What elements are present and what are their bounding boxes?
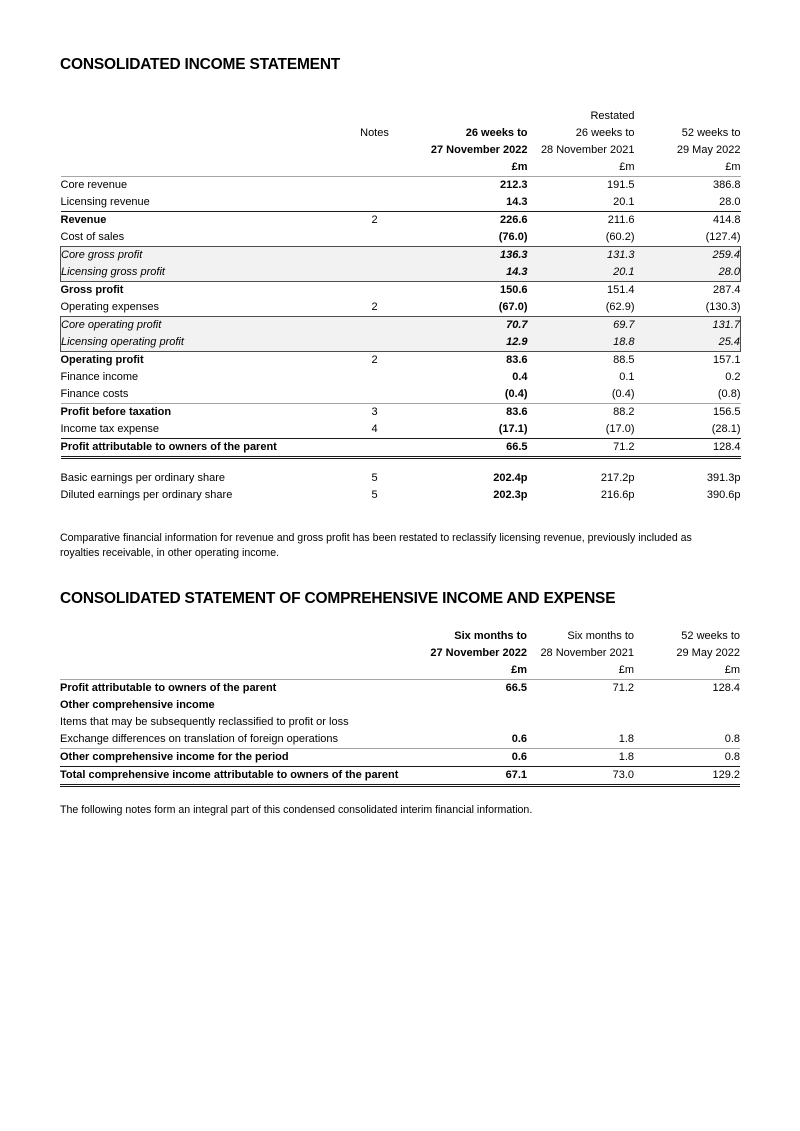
table-row-subheading: Items that may be subsequently reclassified to profit or loss bbox=[60, 716, 349, 728]
table-row-highlight: Core operating profit 70.7 69.7 131.7 bbox=[61, 317, 741, 335]
table-row: Exchange differences on translation of foreign operations 0.6 1.8 0.8 bbox=[60, 733, 740, 745]
col2-unit: £m bbox=[618, 664, 634, 676]
header-row-period-1 bbox=[60, 628, 740, 645]
table-row-total: Revenue 2 226.6 211.6 414.8 bbox=[61, 212, 741, 230]
col3-unit: £m bbox=[725, 161, 741, 173]
table-row-total: Other comprehensive income for the period 0.6 1.8 0.8 bbox=[60, 749, 740, 767]
col1-period-line1: 26 weeks to bbox=[465, 127, 528, 139]
comprehensive-income-table bbox=[60, 628, 740, 787]
header-row-period-2 bbox=[61, 142, 741, 159]
table-row-highlight: Licensing operating profit 12.9 18.8 25.4 bbox=[61, 334, 741, 352]
header-row-period-2 bbox=[60, 645, 740, 662]
header-row-period-1 bbox=[61, 125, 741, 142]
col3-period-line1: 52 weeks to bbox=[681, 127, 741, 139]
col1-period-line1: Six months to bbox=[454, 630, 527, 642]
table-row-total: Operating profit 2 83.6 88.5 157.1 bbox=[60, 354, 741, 366]
col3-period-line2: 29 May 2022 bbox=[676, 647, 740, 659]
table-row: Finance costs (0.4) (0.4) (0.8) bbox=[60, 388, 741, 400]
col2-period-line1: 26 weeks to bbox=[575, 127, 635, 139]
col2-period-line2: 28 November 2021 bbox=[540, 647, 634, 659]
table-row-grand-total: Total comprehensive income attributable to owners of the parent 67.1 73.0 129.2 bbox=[60, 767, 740, 786]
col1-unit: £m bbox=[511, 161, 528, 173]
table-row: Licensing revenue 14.3 20.1 28.0 bbox=[60, 196, 741, 208]
table-row-total: Profit before taxation 3 83.6 88.2 156.5 bbox=[61, 404, 741, 422]
table-row-highlight: Licensing gross profit 14.3 20.1 28.0 bbox=[61, 264, 741, 282]
header-row-units bbox=[60, 662, 740, 680]
table-row: Diluted earnings per ordinary share 5 202.3p 216.6p 390.6p bbox=[60, 489, 741, 501]
spacer-row bbox=[61, 458, 741, 471]
col1-period-line2: 27 November 2022 bbox=[430, 144, 528, 156]
table-row-subheading: Other comprehensive income bbox=[60, 699, 215, 711]
page-title-comprehensive-income: CONSOLIDATED STATEMENT OF COMPREHENSIVE INCOME AND EXPENSE bbox=[60, 590, 616, 607]
income-statement-table bbox=[60, 108, 741, 504]
col3-period-line2: 29 May 2022 bbox=[676, 144, 741, 156]
restatement-note: Comparative financial information for revenue and gross profit has been restated to reclassify licensing revenue, previously included as royalties receivable, in other operating income. bbox=[60, 532, 692, 559]
table-row: Operating expenses 2 (67.0) (62.9) (130.3) bbox=[60, 301, 741, 313]
table-row-grand-total: Profit attributable to owners of the parent 66.5 71.2 128.4 bbox=[61, 439, 741, 458]
col2-unit: £m bbox=[619, 161, 635, 173]
col3-unit: £m bbox=[724, 664, 740, 676]
page-title-income-statement: CONSOLIDATED INCOME STATEMENT bbox=[60, 56, 341, 73]
col1-period-line2: 27 November 2022 bbox=[430, 647, 527, 659]
col2-period-line1: Six months to bbox=[567, 630, 634, 642]
table-row: Income tax expense 4 (17.1) (17.0) (28.1) bbox=[60, 423, 741, 435]
header-row-units bbox=[61, 159, 741, 177]
table-row-total: Profit attributable to owners of the parent 66.5 71.2 128.4 bbox=[60, 680, 740, 698]
col2-period-line2: 28 November 2021 bbox=[540, 144, 635, 156]
col1-unit: £m bbox=[511, 664, 527, 676]
col3-period-line1: 52 weeks to bbox=[681, 630, 740, 642]
notes-column-header: Notes bbox=[360, 127, 389, 139]
restated-label: Restated bbox=[590, 110, 635, 122]
table-row-total: Gross profit 150.6 151.4 287.4 bbox=[60, 284, 741, 296]
table-row: Basic earnings per ordinary share 5 202.4p 217.2p 391.3p bbox=[60, 472, 741, 484]
closing-note: The following notes form an integral part of this condensed consolidated interim financial information. bbox=[60, 804, 533, 816]
table-row: Cost of sales (76.0) (60.2) (127.4) bbox=[60, 231, 741, 243]
header-row-restated bbox=[61, 108, 741, 125]
table-row: Finance income 0.4 0.1 0.2 bbox=[60, 371, 741, 383]
table-row: Core revenue 212.3 191.5 386.8 bbox=[61, 177, 741, 195]
table-row-highlight: Core gross profit 136.3 131.3 259.4 bbox=[61, 247, 741, 265]
